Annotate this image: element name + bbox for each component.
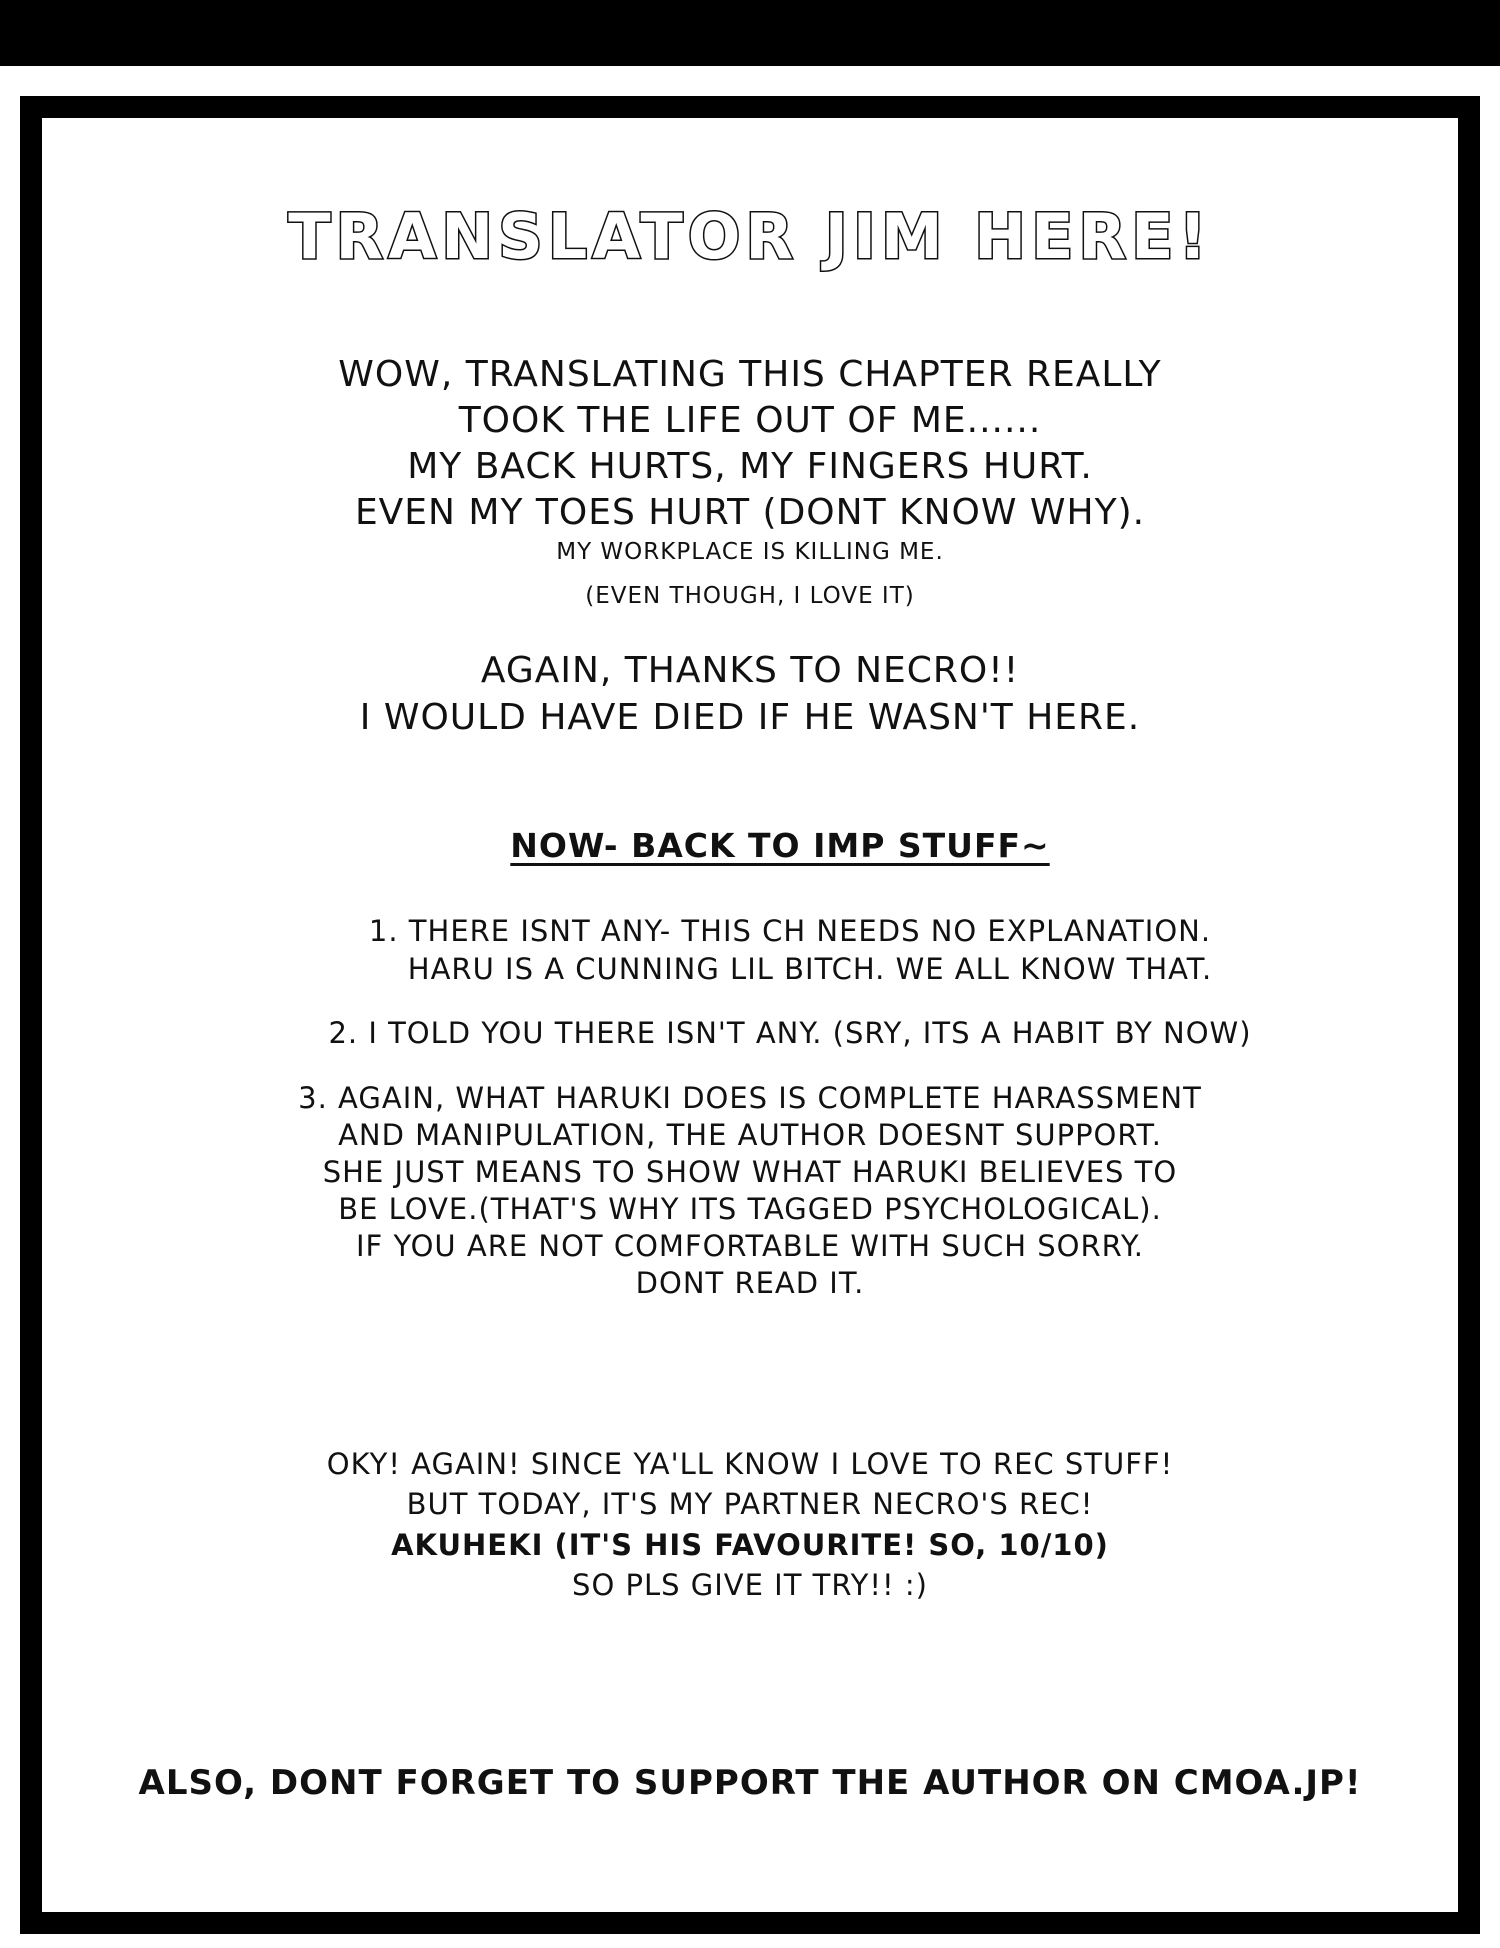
note-line-8: IF YOU ARE NOT COMFORTABLE WITH SUCH SORRY.: [356, 1229, 1144, 1263]
note-line-1: 1. THERE ISNT ANY- THIS CH NEEDS NO EXPLANATION.: [368, 914, 1212, 948]
rec-line-1: OKY! AGAIN! SINCE YA'LL KNOW I LOVE TO REC STUFF!: [326, 1447, 1174, 1481]
intro-small-line-2: (EVEN THOUGH, I LOVE IT): [585, 583, 915, 609]
note-line-9: DONT READ IT.: [635, 1266, 865, 1300]
note-line-6: SHE JUST MEANS TO SHOW WHAT HARUKI BELIEVES TO: [322, 1155, 1178, 1189]
page-title: TRANSLATOR JIM HERE!: [288, 200, 1212, 273]
thanks-line-1: AGAIN, THANKS TO NECRO!!: [480, 650, 1020, 691]
footer-support-note: ALSO, DONT FORGET TO SUPPORT THE AUTHOR ON CMOA.JP!: [138, 1763, 1362, 1803]
intro-small-line-1: MY WORKPLACE IS KILLING ME.: [556, 539, 944, 565]
intro-line-4: EVEN MY TOES HURT (DONT KNOW WHY).: [354, 492, 1146, 533]
rec-line-4: SO PLS GIVE IT TRY!! :): [572, 1568, 928, 1602]
note-line-3: 2. I TOLD YOU THERE ISN'T ANY. (SRY, ITS A HABIT BY NOW): [328, 1016, 1252, 1050]
section-heading: NOW- BACK TO IMP STUFF~: [510, 826, 1050, 865]
thanks-line-2: I WOULD HAVE DIED IF HE WASN'T HERE.: [359, 697, 1141, 738]
top-black-bar: [0, 0, 1500, 66]
intro-line-1: WOW, TRANSLATING THIS CHAPTER REALLY: [338, 354, 1162, 395]
note-line-4: 3. AGAIN, WHAT HARUKI DOES IS COMPLETE HARASSMENT: [298, 1081, 1202, 1115]
note-line-5: AND MANIPULATION, THE AUTHOR DOESNT SUPPORT.: [338, 1118, 1162, 1152]
note-line-7: BE LOVE.(THAT'S WHY ITS TAGGED PSYCHOLOGICAL).: [338, 1192, 1162, 1226]
note-line-2: HARU IS A CUNNING LIL BITCH. WE ALL KNOW THAT.: [407, 952, 1213, 986]
intro-line-2: TOOK THE LIFE OUT OF ME......: [458, 400, 1042, 441]
rec-line-2: BUT TODAY, IT'S MY PARTNER NECRO'S REC!: [406, 1487, 1094, 1521]
rec-line-3: AKUHEKI (IT'S HIS FAVOURITE! SO, 10/10): [391, 1528, 1109, 1562]
intro-line-3: MY BACK HURTS, MY FINGERS HURT.: [407, 446, 1093, 487]
